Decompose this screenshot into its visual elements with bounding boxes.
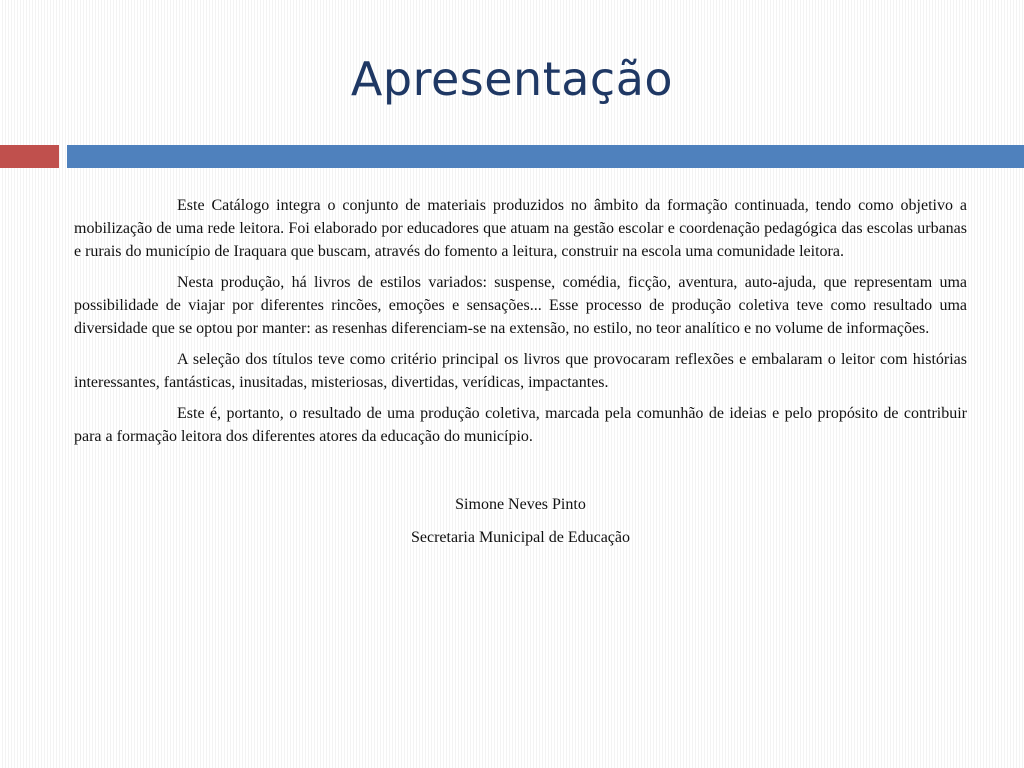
signature-name: Simone Neves Pinto (455, 496, 586, 513)
title-divider-accent-blue (67, 145, 1024, 168)
body-paragraph-3: A seleção dos títulos teve como critério principal os livros que provocaram reflexões e embalaram o leitor com histórias interessantes, fantásticas, inusitadas, misteriosas, divertidas, verídicas, impactantes. (74, 351, 967, 391)
title-divider-accent-red (0, 145, 59, 168)
slide-body (74, 194, 967, 549)
signature-role: Secretaria Municipal de Educação (411, 529, 630, 546)
body-paragraph-1: Este Catálogo integra o conjunto de materiais produzidos no âmbito da formação continuada, tendo como objetivo a mobilização de uma rede leitora. Foi elaborado por educadores que atuam na gestão escolar e coordenação pedagógica das escolas urbanas e rurais do município de Iraquara que buscam, através do fomento a leitura, construir na escola uma comunidade leitora. (74, 197, 967, 260)
body-paragraph-2: Nesta produção, há livros de estilos variados: suspense, comédia, ficção, aventura, auto-ajuda, que representam uma possibilidade de viajar por diferentes rincões, emoções e sensações... Esse processo de produção coletiva teve como resultado uma diversidade que se optou por manter: as resenhas diferenciam-se na extensão, no estilo, no teor analítico e no volume de informações. (74, 274, 967, 337)
slide-title: Apresentação (350, 52, 674, 106)
body-paragraph-4: Este é, portanto, o resultado de uma produção coletiva, marcada pela comunhão de ideias e pelo propósito de contribuir para a formação leitora dos diferentes atores da educação do município. (74, 405, 967, 445)
